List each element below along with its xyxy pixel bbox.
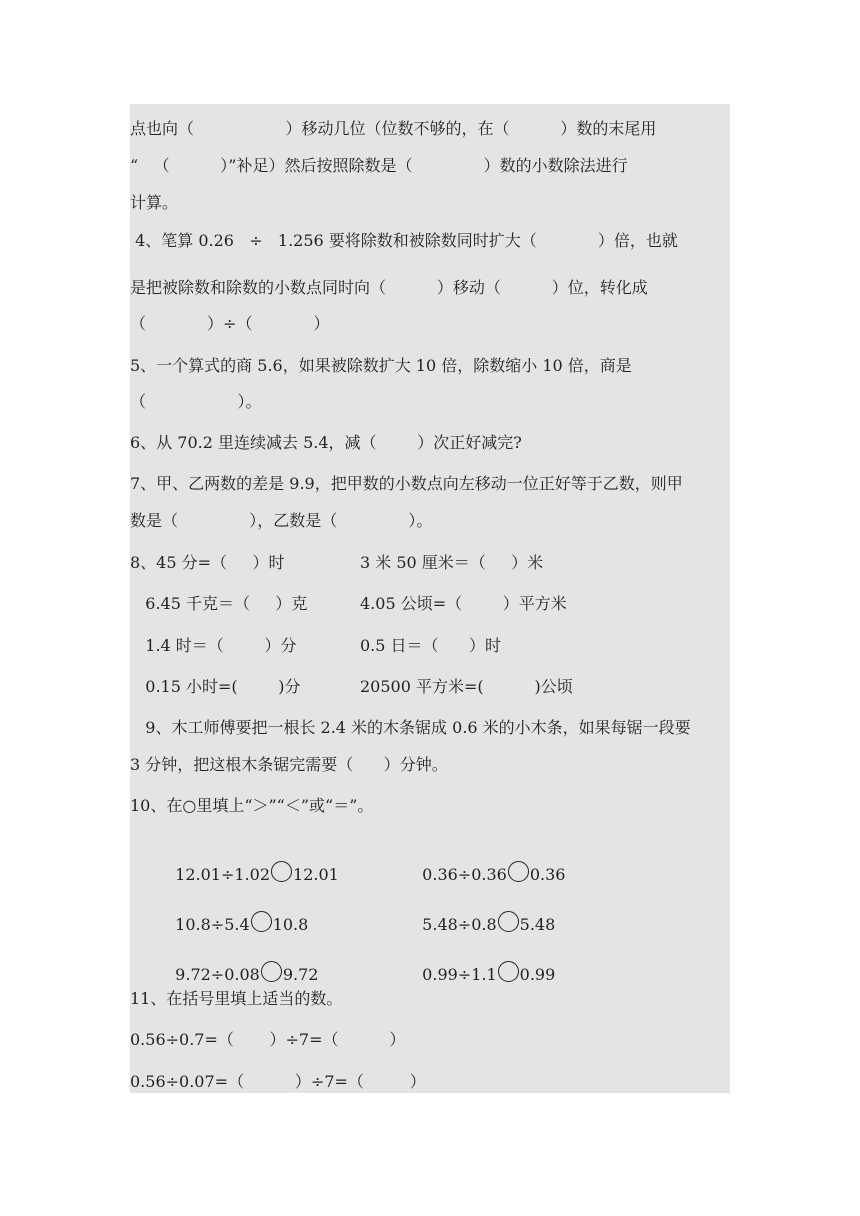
q10-value: 5.48 — [519, 915, 556, 934]
q4-line-1: 4、笔算 0.26 ÷ 1.256 要将除数和被除数同时扩大（ ）倍，也就 — [130, 231, 678, 250]
q4-line-3: （ ）÷（ ） — [130, 314, 330, 333]
q11-line-1: 0.56÷0.7=（ ）÷7=（ ） — [130, 1030, 406, 1049]
compare-circle[interactable] — [271, 861, 292, 882]
q9-line-2: 3 分钟，把这根木条锯完需要（ ）分钟。 — [130, 755, 448, 774]
q10-expression: 10.8÷5.4 — [175, 915, 250, 934]
q10-expression: 0.36÷0.36 — [422, 865, 507, 884]
q8-row-3-right: 0.5 日＝（ ）时 — [360, 636, 502, 655]
q7-line-1: 7、甲、乙两数的差是 9.9，把甲数的小数点向左移动一位正好等于乙数，则甲 — [130, 474, 683, 493]
q10-item — [165, 941, 318, 985]
q11-title: 11、在括号里填上适当的数。 — [130, 989, 343, 1008]
q9-line-1: 9、木工师傅要把一根长 2.4 米的木条锯成 0.6 米的小木条，如果每锯一段要 — [130, 718, 691, 737]
q8-row-2-left: 6.45 千克＝（ ）克 — [130, 594, 308, 613]
q10-value: 0.99 — [519, 965, 556, 984]
q10-expression: 0.99÷1.1 — [422, 965, 497, 984]
q6-line-1: 6、从 70.2 里连续减去 5.4，减（ ）次正好减完? — [130, 433, 522, 452]
q8-row-4-left: 0.15 小时=( )分 — [130, 677, 301, 696]
q10-item — [412, 841, 565, 885]
compare-circle[interactable] — [498, 961, 519, 982]
q8-row-2-right: 4.05 公顷=（ ）平方米 — [360, 594, 567, 613]
q10-item — [412, 891, 555, 935]
q8-row-3-left: 1.4 时＝（ ）分 — [130, 636, 297, 655]
q11-line-2: 0.56÷0.07=（ ）÷7=（ ） — [130, 1072, 426, 1091]
compare-circle[interactable] — [261, 961, 282, 982]
q7-line-2: 数是（ ），乙数是（ ）。 — [130, 511, 433, 530]
q10-value: 9.72 — [282, 965, 319, 984]
q10-value: 10.8 — [272, 915, 309, 934]
q3-line-1: 点也向（ ）移动几位（位数不够的，在（ ）数的末尾用 — [130, 119, 657, 138]
q10-expression: 5.48÷0.8 — [422, 915, 497, 934]
q10-item — [412, 941, 555, 985]
q5-line-2: （ ）。 — [130, 392, 262, 411]
compare-circle[interactable] — [508, 861, 529, 882]
q10-item — [165, 841, 339, 885]
q5-line-1: 5、一个算式的商 5.6，如果被除数扩大 10 倍，除数缩小 10 倍，商是 — [130, 356, 632, 375]
q4-line-2: 是把被除数和除数的小数点同时向（ ）移动（ ）位，转化成 — [130, 278, 648, 297]
q10-expression: 12.01÷1.02 — [175, 865, 271, 884]
compare-circle[interactable] — [251, 911, 272, 932]
q10-value: 12.01 — [293, 865, 339, 884]
q3-line-2: “ （ ）”补足）然后按照除数是（ ）数的小数除法进行 — [130, 156, 628, 175]
q10-item — [165, 891, 308, 935]
q8-row-1-left: 8、45 分=（ ）时 — [130, 553, 285, 572]
q10-expression: 9.72÷0.08 — [175, 965, 260, 984]
q3-line-3: 计算。 — [130, 193, 179, 212]
q8-row-1-right: 3 米 50 厘米＝（ ）米 — [360, 553, 544, 572]
q8-row-4-right: 20500 平方米=( )公顷 — [360, 677, 573, 696]
q10-value: 0.36 — [529, 865, 566, 884]
compare-circle[interactable] — [498, 911, 519, 932]
q10-title: 10、在○里填上“＞”“＜”或“＝”。 — [130, 796, 374, 815]
